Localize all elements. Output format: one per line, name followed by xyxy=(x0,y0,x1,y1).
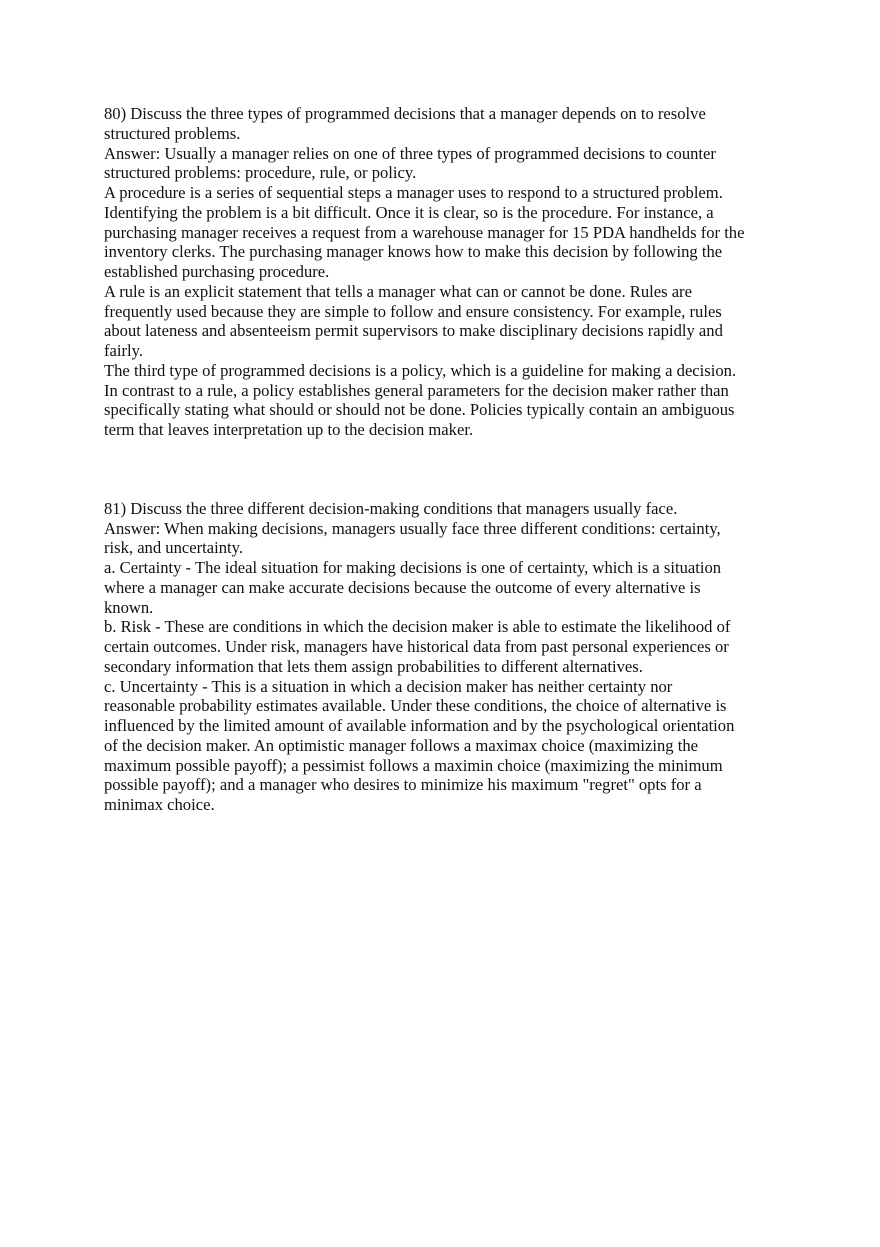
question-81-block xyxy=(104,499,804,815)
text-line: Answer: Usually a manager relies on one of three types of programmed decisions to counter xyxy=(104,143,716,163)
text-line: specifically stating what should or should not be done. Policies typically contain an ambiguous xyxy=(104,400,735,420)
text-line: b. Risk - These are conditions in which the decision maker is able to estimate the likelihood of xyxy=(104,617,731,637)
text-line: maximum possible payoff); a pessimist follows a maximin choice (maximizing the minimum xyxy=(104,755,723,775)
text-line: reasonable probability estimates available. Under these conditions, the choice of alternative is xyxy=(104,696,727,716)
text-line: In contrast to a rule, a policy establishes general parameters for the decision maker rather than xyxy=(104,380,729,400)
text-line: structured problems: procedure, rule, or policy. xyxy=(104,163,417,183)
text-line: c. Uncertainty - This is a situation in which a decision maker has neither certainty nor xyxy=(104,676,673,696)
text-line: known. xyxy=(104,597,154,617)
text-line: minimax choice. xyxy=(104,795,215,814)
text-line: term that leaves interpretation up to the decision maker. xyxy=(104,420,474,439)
text-line: structured problems. xyxy=(104,123,241,143)
text-line: about lateness and absenteeism permit supervisors to make disciplinary decisions rapidly and xyxy=(104,321,723,341)
text-line: where a manager can make accurate decisions because the outcome of every alternative is xyxy=(104,577,701,597)
section-gap xyxy=(104,440,804,499)
text-line: A rule is an explicit statement that tells a manager what can or cannot be done. Rules are xyxy=(104,281,692,301)
text-line: possible payoff); and a manager who desires to minimize his maximum "regret" opts for a xyxy=(104,775,702,795)
text-line: purchasing manager receives a request from a warehouse manager for 15 PDA handhelds for the xyxy=(104,222,745,242)
text-line: The third type of programmed decisions is a policy, which is a guideline for making a decision. xyxy=(104,360,737,380)
text-line: 80) Discuss the three types of programmed decisions that a manager depends on to resolve xyxy=(104,104,706,123)
text-line: influenced by the limited amount of available information and by the psychological orientation xyxy=(104,716,735,735)
question-80-block xyxy=(104,104,804,440)
text-line: established purchasing procedure. xyxy=(104,262,330,281)
text-line: Identifying the problem is a bit difficult. Once it is clear, so is the procedure. For instance, a xyxy=(104,202,714,222)
document-page xyxy=(104,104,804,815)
text-line: Answer: When making decisions, managers usually face three different conditions: certainty, xyxy=(104,518,721,538)
text-line: 81) Discuss the three different decision-making conditions that managers usually face. xyxy=(104,498,678,518)
text-line: a. Certainty - The ideal situation for making decisions is one of certainty, which is a situation xyxy=(104,558,722,577)
text-line: secondary information that lets them assign probabilities to different alternatives. xyxy=(104,656,643,676)
text-line: certain outcomes. Under risk, managers have historical data from past personal experiences or xyxy=(104,637,729,656)
text-line: risk, and uncertainty. xyxy=(104,538,244,558)
text-line: frequently used because they are simple to follow and ensure consistency. For example, rules xyxy=(104,301,722,321)
text-line: of the decision maker. An optimistic manager follows a maximax choice (maximizing the xyxy=(104,735,698,755)
text-line: A procedure is a series of sequential steps a manager uses to respond to a structured problem. xyxy=(104,183,723,202)
text-line: inventory clerks. The purchasing manager knows how to make this decision by following the xyxy=(104,242,723,262)
text-line: fairly. xyxy=(104,341,144,360)
